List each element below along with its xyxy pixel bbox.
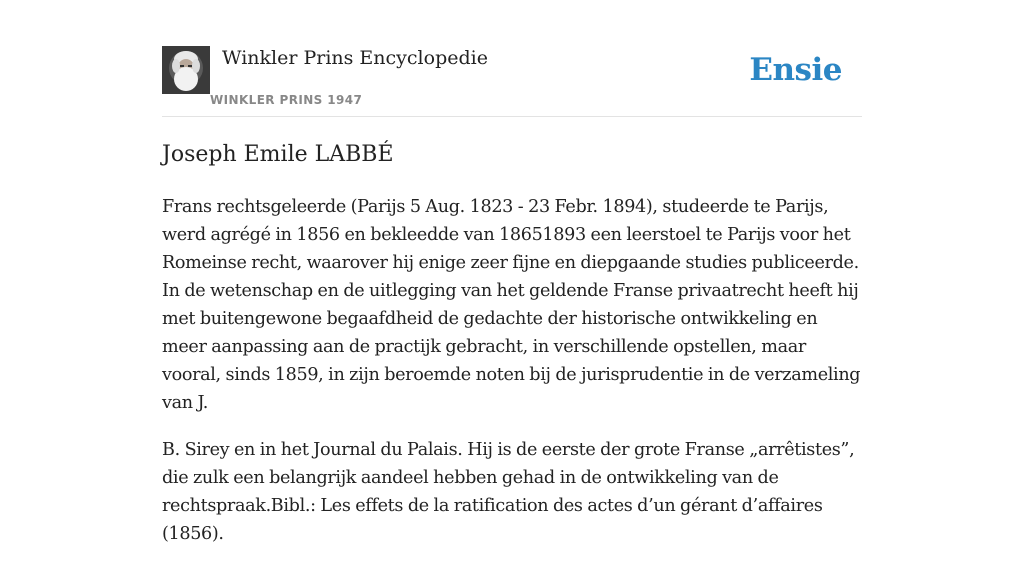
article-paragraph: Frans rechtsgeleerde (Parijs 5 Aug. 1823 - 23 Febr. 1894), studeerde te Parijs, werd agrégé in 1856 en bekleedde van 18651893 een leerstoel te Parijs voor het Romeinse recht, waarover hij enige zeer fijne en diepgaande studies publiceerde. In de wetenschap en de uitlegging van het geldende Franse privaatrecht heeft hij met buitengewone begaafdheid de gedachte der historische ontwikkeling en meer aanpassing aan de practijk gebracht, in verschillende opstellen, maar vooral, sinds 1859, in zijn beroemde noten bij de jurisprudentie in de verzameling van J.: [162, 197, 861, 413]
author-avatar[interactable]: [162, 46, 210, 94]
bearded-man-portrait-icon: [162, 46, 210, 94]
edition-label[interactable]: WINKLER PRINS 1947: [210, 93, 363, 107]
article-paragraph: B. Sirey en in het Journal du Palais. Hij is de eerste der grote Franse „arrêtistes”, die zulk een belangrijk aandeel hebben gehad in de ontwikkeling van de rechtspraak.Bibl.: Les effets de la ratification des actes d’un gérant d’affaires (1856).: [162, 440, 855, 544]
article-title: Joseph Emile LABBÉ: [162, 142, 394, 167]
site-name[interactable]: Winkler Prins Encyclopedie: [222, 47, 488, 69]
article-body: [162, 193, 862, 567]
site-header: [162, 46, 862, 117]
brand-logo[interactable]: Ensie: [749, 52, 842, 88]
